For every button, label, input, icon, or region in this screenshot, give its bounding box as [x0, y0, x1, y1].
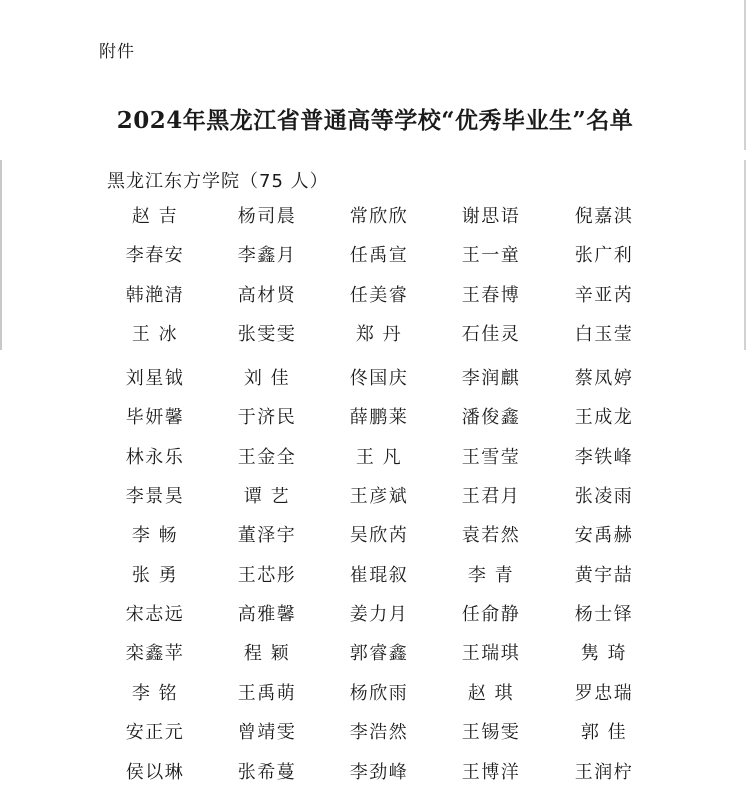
name-cell: 安禹赫	[574, 525, 634, 546]
name-cell: 石佳灵	[461, 324, 521, 345]
name-cell: 黄宇喆	[574, 565, 634, 586]
name-cell: 宋志远	[125, 604, 185, 625]
name-cell: 刘 佳	[243, 368, 291, 389]
name-cell: 王瑞琪	[461, 643, 521, 664]
name-cell: 王芯彤	[237, 565, 297, 586]
name-cell: 任美睿	[349, 285, 409, 306]
name-cell: 倪嘉淇	[574, 206, 634, 227]
name-cell: 张雯雯	[237, 324, 297, 345]
name-cell: 姜力月	[349, 604, 409, 625]
name-cell: 王 凡	[355, 447, 403, 468]
name-cell: 李 铭	[131, 683, 179, 704]
name-cell: 常欣欣	[349, 206, 409, 227]
name-cell: 李润麒	[461, 368, 521, 389]
name-cell: 王彦斌	[349, 486, 409, 507]
name-cell: 高雅馨	[237, 604, 297, 625]
name-cell: 李 青	[467, 565, 515, 586]
name-cell: 李劲峰	[349, 762, 409, 783]
name-cell: 王润柠	[574, 762, 634, 783]
name-cell: 崔琨叙	[349, 565, 409, 586]
name-cell: 罗忠瑞	[574, 683, 634, 704]
name-cell: 王成龙	[574, 407, 634, 428]
name-cell: 张凌雨	[574, 486, 634, 507]
name-cell: 李鑫月	[237, 245, 297, 266]
name-cell: 张希蔓	[237, 762, 297, 783]
name-cell: 曾靖雯	[237, 722, 297, 743]
document-title: 2024年黑龙江省普通高等学校“优秀毕业生”名单	[116, 107, 634, 134]
name-cell: 郭 佳	[580, 722, 628, 743]
name-cell: 李景昊	[125, 486, 185, 507]
name-cell: 李铁峰	[574, 447, 634, 468]
name-cell: 薛鹏莱	[349, 407, 409, 428]
name-cell: 张 勇	[131, 565, 179, 586]
name-cell: 王雪莹	[461, 447, 521, 468]
attachment-label: 附件	[99, 42, 135, 62]
name-cell: 王君月	[461, 486, 521, 507]
name-cell: 高材贤	[237, 285, 297, 306]
name-cell: 王博洋	[461, 762, 521, 783]
name-cell: 蔡凤婷	[574, 368, 634, 389]
name-cell: 王春博	[461, 285, 521, 306]
section-title: 黑龙江东方学院（75 人）	[107, 171, 329, 192]
name-cell: 杨司晨	[237, 206, 297, 227]
name-cell: 谭 艺	[243, 486, 291, 507]
name-cell: 安正元	[125, 722, 185, 743]
name-cell: 侯以琳	[125, 762, 185, 783]
name-cell: 任俞静	[461, 604, 521, 625]
name-cell: 辛亚芮	[574, 285, 634, 306]
name-cell: 吴欣芮	[349, 525, 409, 546]
name-cell: 王一童	[461, 245, 521, 266]
name-cell: 赵 吉	[131, 206, 179, 227]
name-cell: 王禹萌	[237, 683, 297, 704]
name-cell: 郭睿鑫	[349, 643, 409, 664]
name-cell: 毕妍馨	[125, 407, 185, 428]
name-cell: 佟国庆	[349, 368, 409, 389]
name-cell: 程 颖	[243, 643, 291, 664]
name-cell: 王金全	[237, 447, 297, 468]
name-cell: 隽 琦	[580, 643, 628, 664]
name-cell: 潘俊鑫	[461, 407, 521, 428]
name-cell: 任禹宣	[349, 245, 409, 266]
name-cell: 杨士铎	[574, 604, 634, 625]
name-cell: 王锡雯	[461, 722, 521, 743]
name-cell: 王 冰	[131, 324, 179, 345]
name-cell: 谢思语	[461, 206, 521, 227]
name-cell: 于济民	[237, 407, 297, 428]
name-cell: 赵 琪	[467, 683, 515, 704]
name-cell: 李 畅	[131, 525, 179, 546]
name-cell: 郑 丹	[355, 324, 403, 345]
name-cell: 杨欣雨	[349, 683, 409, 704]
name-cell: 韩滟清	[125, 285, 185, 306]
name-cell: 李春安	[125, 245, 185, 266]
name-cell: 李浩然	[349, 722, 409, 743]
name-cell: 袁若然	[461, 525, 521, 546]
name-cell: 白玉莹	[574, 324, 634, 345]
name-cell: 董泽宇	[237, 525, 297, 546]
name-cell: 张广利	[574, 245, 634, 266]
name-cell: 林永乐	[125, 447, 185, 468]
name-cell: 刘星钺	[125, 368, 185, 389]
name-cell: 栾鑫苹	[125, 643, 185, 664]
